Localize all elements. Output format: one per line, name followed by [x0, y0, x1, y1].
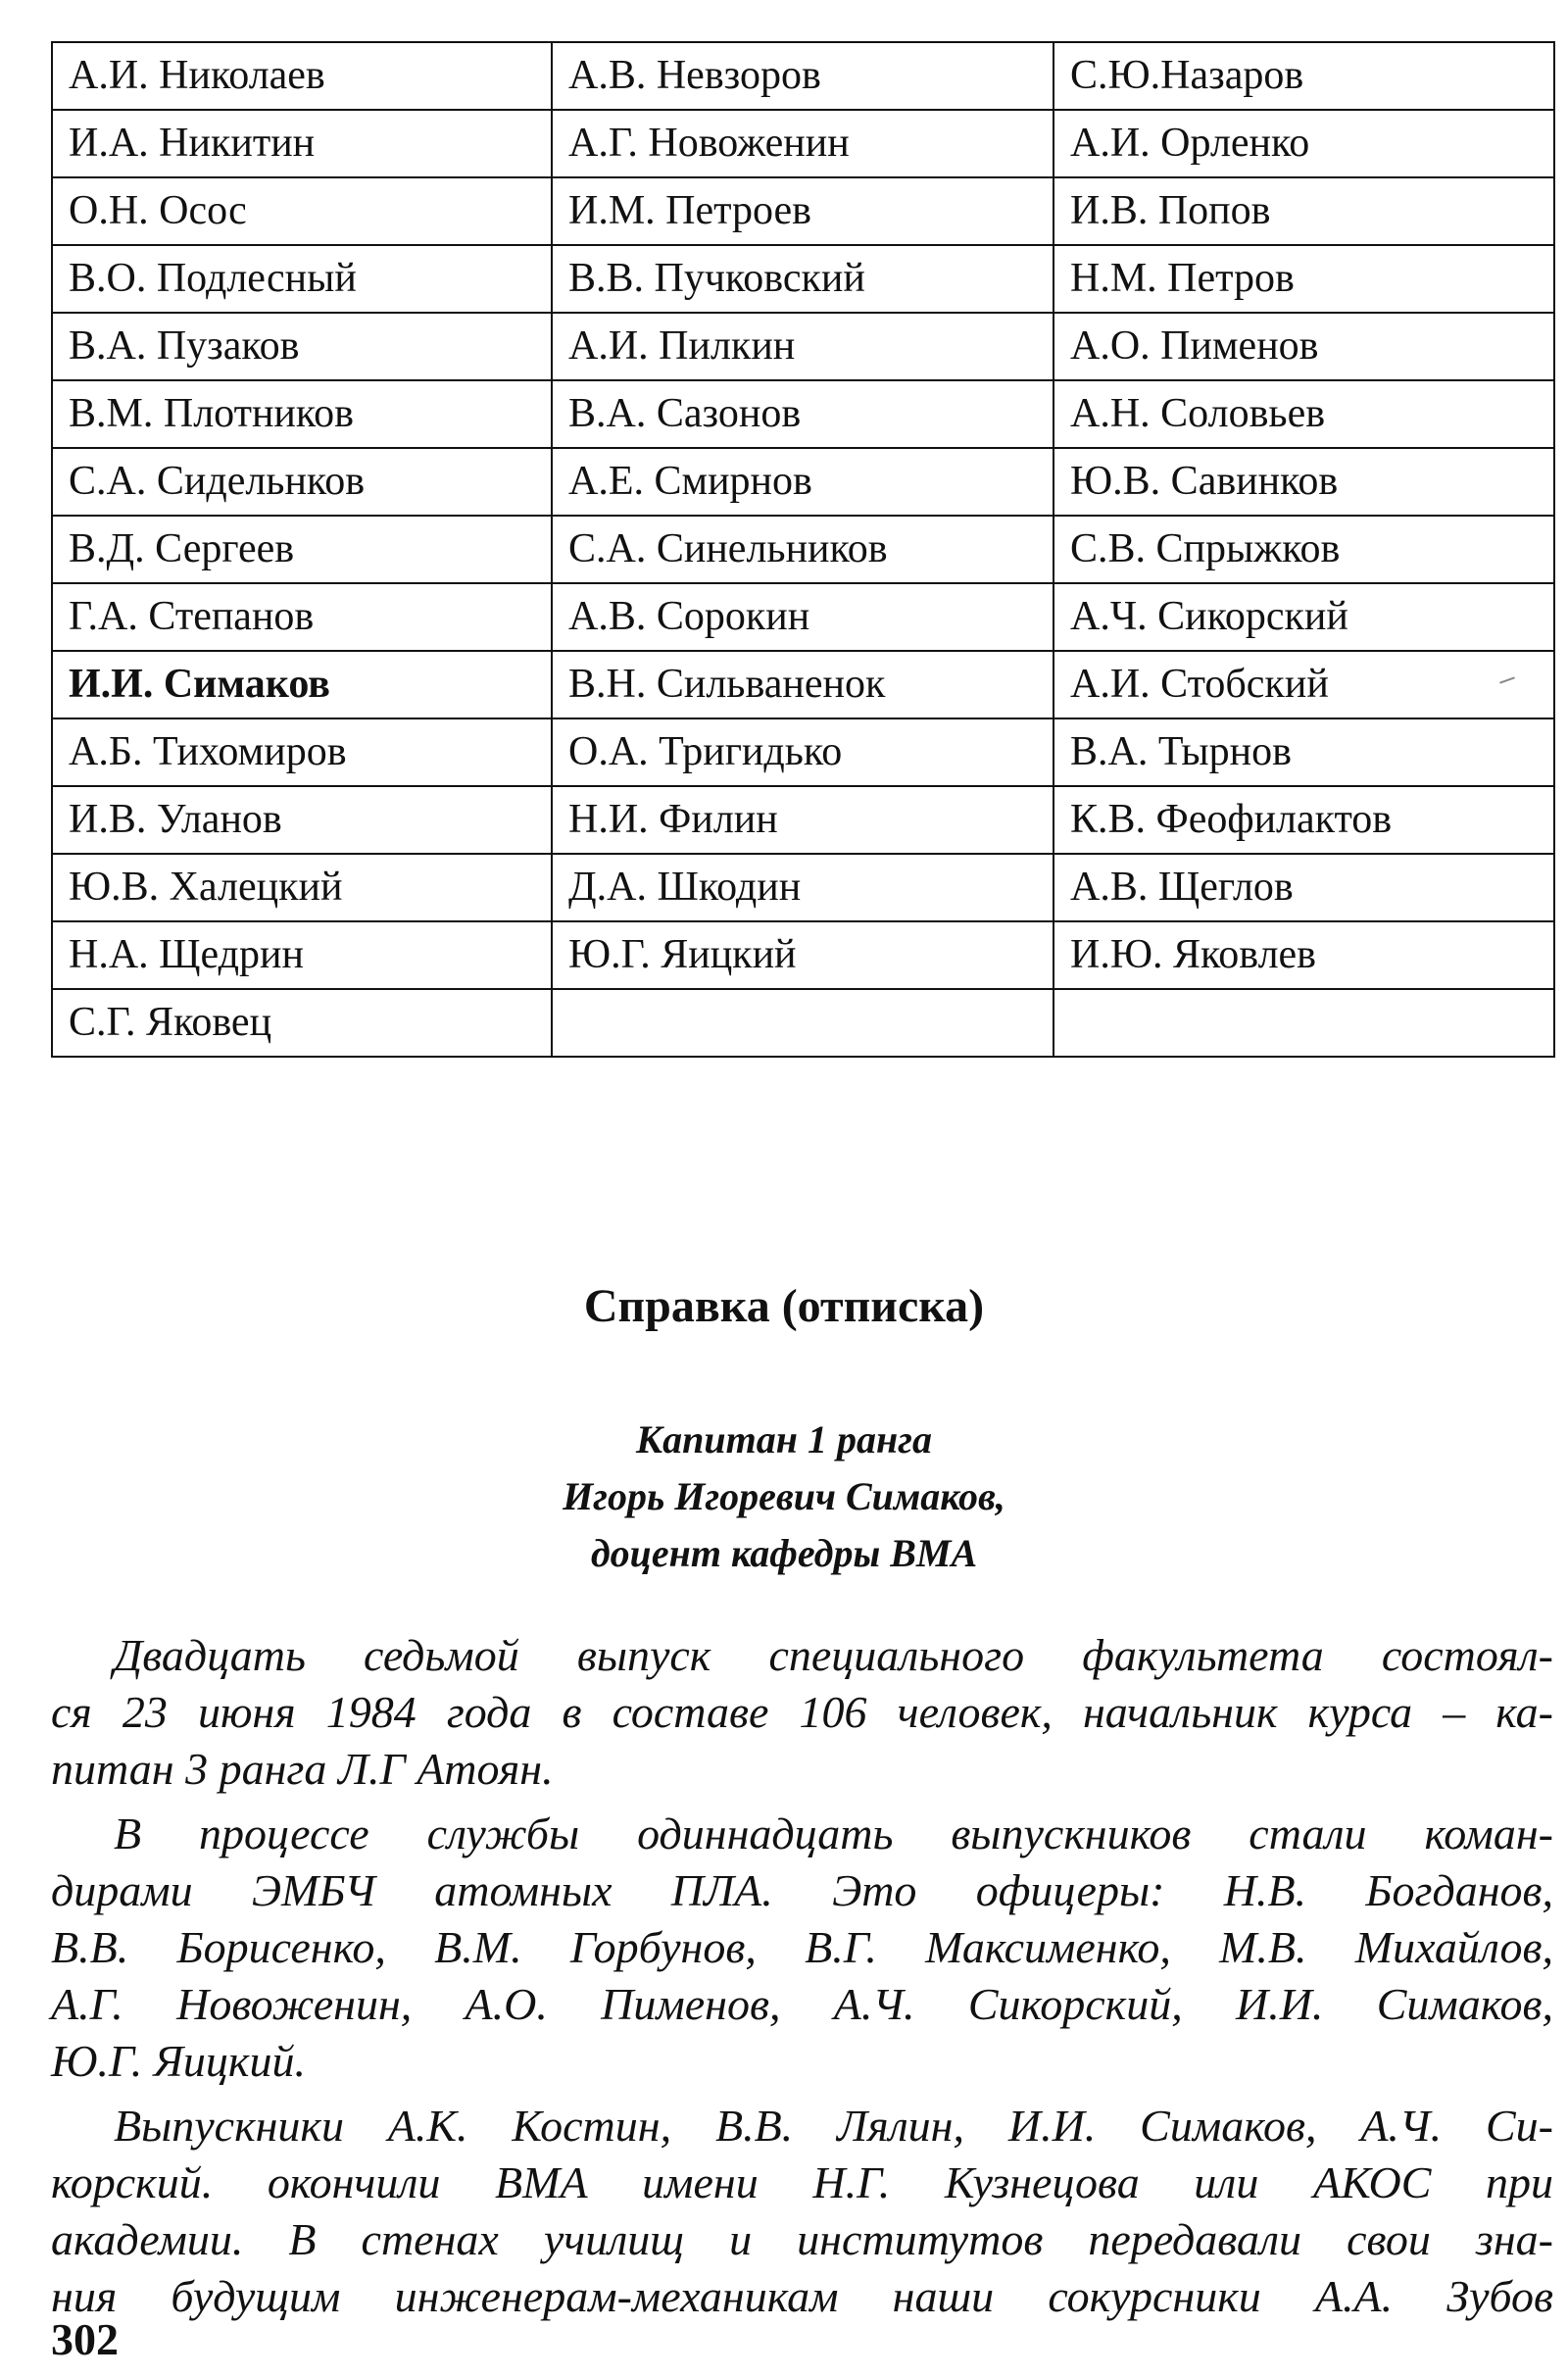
table-cell: А.В. Щеглов: [1054, 854, 1554, 921]
table-cell: В.М. Плотников: [52, 380, 552, 448]
table-cell: Ю.Г. Яицкий: [552, 921, 1054, 989]
table-cell: Ю.В. Савинков: [1054, 448, 1554, 516]
paragraph-2: [51, 1806, 1553, 2090]
page-number: 302: [51, 2314, 119, 2364]
table-cell: В.Н. Сильваненок: [552, 651, 1054, 718]
table-cell: И.Ю. Яковлев: [1054, 921, 1554, 989]
table-row: [52, 854, 1554, 921]
author-position: доцент кафедры ВМА: [590, 1531, 978, 1575]
table-row: [52, 380, 1554, 448]
table-cell: И.М. Петроев: [552, 177, 1054, 245]
table-cell: [1054, 989, 1554, 1057]
table-cell: О.Н. Осос: [52, 177, 552, 245]
table-row: [52, 651, 1554, 718]
section-title: Справка (отписка): [583, 1280, 985, 1332]
table-cell: В.А. Пузаков: [52, 313, 552, 380]
table-cell: А.И. Пилкин: [552, 313, 1054, 380]
table-row: [52, 448, 1554, 516]
table-cell: Н.И. Филин: [552, 786, 1054, 854]
table-cell: И.В. Попов: [1054, 177, 1554, 245]
body-text: [51, 1627, 1553, 2333]
table-row: [52, 921, 1554, 989]
table-cell: Н.М. Петров: [1054, 245, 1554, 313]
text-line: А.Г. Новоженин, А.О. Пименов, А.Ч. Сикорский, И.И. Симаков,: [51, 1979, 1553, 2029]
table-row: [52, 989, 1554, 1057]
table-row: [52, 583, 1554, 651]
author-name: Игорь Игоревич Симаков,: [563, 1474, 1005, 1518]
table-row: [52, 786, 1554, 854]
table-cell: В.О. Подлесный: [52, 245, 552, 313]
author-block: [0, 1411, 1568, 1582]
table-cell: А.И. Стобский: [1054, 651, 1554, 718]
table-row: [52, 110, 1554, 177]
table-cell: В.Д. Сергеев: [52, 516, 552, 583]
table-row: [52, 516, 1554, 583]
table-cell: А.В. Сорокин: [552, 583, 1054, 651]
table-cell: С.В. Спрыжков: [1054, 516, 1554, 583]
table-row: [52, 177, 1554, 245]
table-cell: К.В. Феофилактов: [1054, 786, 1554, 854]
table-row: [52, 42, 1554, 110]
table-row: [52, 245, 1554, 313]
text-line: питан 3 ранга Л.Г Атоян.: [51, 1744, 554, 1794]
text-line: В процессе службы одиннадцать выпускников стали коман-: [114, 1808, 1553, 1858]
text-line: ся 23 июня 1984 года в составе 106 человек, начальник курса – ка-: [51, 1687, 1553, 1737]
table-cell: А.Г. Новоженин: [552, 110, 1054, 177]
table-cell: А.О. Пименов: [1054, 313, 1554, 380]
names-table-body: [52, 42, 1554, 1057]
table-cell: В.А. Сазонов: [552, 380, 1054, 448]
text-line: корский. окончили ВМА имени Н.Г. Кузнецова или АКОС при: [51, 2157, 1553, 2207]
table-row: [52, 313, 1554, 380]
table-row: [52, 718, 1554, 786]
table-cell: О.А. Тригидько: [552, 718, 1054, 786]
text-line: дирами ЭМБЧ атомных ПЛА. Это офицеры: Н.В. Богданов,: [51, 1865, 1553, 1915]
text-line: Выпускники А.К. Костин, В.В. Лялин, И.И. Симаков, А.Ч. Си-: [114, 2101, 1553, 2151]
table-cell: С.Г. Яковец: [52, 989, 552, 1057]
table-cell: И.И. Симаков: [52, 651, 552, 718]
text-line: Ю.Г. Яицкий.: [51, 2036, 306, 2086]
table-cell: А.В. Невзоров: [552, 42, 1054, 110]
table-cell: Г.А. Степанов: [52, 583, 552, 651]
table-cell: С.Ю.Назаров: [1054, 42, 1554, 110]
paragraph-1: [51, 1627, 1553, 1798]
table-cell: А.Б. Тихомиров: [52, 718, 552, 786]
author-rank: Капитан 1 ранга: [636, 1417, 932, 1461]
table-cell: Ю.В. Халецкий: [52, 854, 552, 921]
table-cell: Н.А. Щедрин: [52, 921, 552, 989]
text-line: академии. В стенах училищ и институтов передавали свои зна-: [51, 2214, 1553, 2264]
table-cell: А.Е. Смирнов: [552, 448, 1054, 516]
paragraph-3: [51, 2098, 1553, 2325]
table-cell: [552, 989, 1054, 1057]
names-table: [51, 41, 1555, 1058]
text-line: Двадцать седьмой выпуск специального факультета состоял-: [114, 1630, 1553, 1680]
text-line: В.В. Борисенко, В.М. Горбунов, В.Г. Максименко, М.В. Михайлов,: [51, 1922, 1553, 1972]
table-cell: А.Н. Соловьев: [1054, 380, 1554, 448]
table-cell: А.И. Николаев: [52, 42, 552, 110]
table-cell: И.А. Никитин: [52, 110, 552, 177]
table-cell: А.Ч. Сикорский: [1054, 583, 1554, 651]
table-cell: Д.А. Шкодин: [552, 854, 1054, 921]
table-cell: В.А. Тырнов: [1054, 718, 1554, 786]
table-cell: С.А. Сидельнков: [52, 448, 552, 516]
table-cell: А.И. Орленко: [1054, 110, 1554, 177]
table-cell: С.А. Синельников: [552, 516, 1054, 583]
table-cell: И.В. Уланов: [52, 786, 552, 854]
text-line: ния будущим инженерам-механикам наши сокурсники А.А. Зубов: [51, 2271, 1553, 2321]
table-cell: В.В. Пучковский: [552, 245, 1054, 313]
